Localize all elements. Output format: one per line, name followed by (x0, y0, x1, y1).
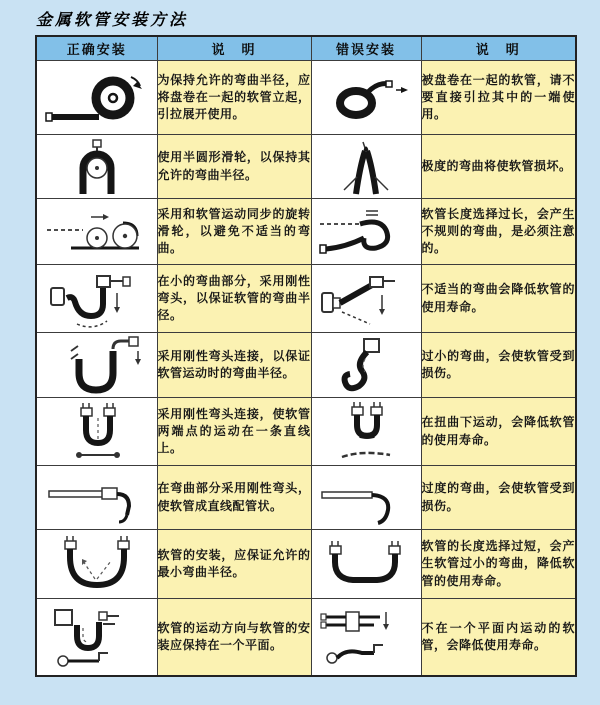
flattened-u-illustration (316, 534, 416, 594)
table-row (36, 466, 576, 530)
kinked-hose-illustration (316, 138, 416, 196)
correct-illustration-cell (36, 135, 157, 199)
table-row (36, 333, 576, 398)
wrong-description: 软管长度选择过长，会产生不规则的弯曲，是必须注意的。 (421, 199, 576, 265)
out-of-plane-illustration (316, 604, 416, 670)
u-bend-straight-line-illustration (41, 401, 153, 463)
correct-description: 为保持允许的弯曲半径，应将盘卷在一起的软管立起，引拉展开使用。 (157, 61, 311, 135)
correct-illustration-cell (36, 599, 157, 676)
irregular-loop-illustration (316, 203, 416, 261)
header-description-left: 说 明 (157, 36, 311, 61)
table-header-row (36, 36, 576, 61)
angled-bend-illustration (316, 269, 416, 329)
correct-description: 采用刚性弯头连接，使软管两端点的运动在一条直线上。 (157, 398, 311, 466)
wrong-illustration-cell (311, 333, 421, 398)
table-row (36, 398, 576, 466)
twisted-u-bend-illustration (316, 401, 416, 463)
correct-description: 软管的运动方向与软管的安装应保持在一个平面。 (157, 599, 311, 676)
correct-illustration-cell (36, 333, 157, 398)
table-row (36, 135, 576, 199)
header-wrong-install: 错误安装 (311, 36, 421, 61)
wrong-illustration-cell (311, 199, 421, 265)
wrong-illustration-cell (311, 599, 421, 676)
page-title: 金属软管安装方法 (36, 10, 189, 29)
hook-bend-illustration (316, 335, 416, 395)
elbow-u-bend-illustration (41, 335, 153, 395)
wrong-illustration-cell (311, 530, 421, 599)
header-description-right: 说 明 (421, 36, 576, 61)
wrong-description: 过小的弯曲，会使软管受到损伤。 (421, 333, 576, 398)
correct-illustration-cell (36, 61, 157, 135)
wrong-description: 不在一个平面内运动的软管，会降低使用寿命。 (421, 599, 576, 676)
wrong-illustration-cell (311, 466, 421, 530)
wrong-description: 软管的长度选择过短，会产生软管过小的弯曲，降低软管的使用寿命。 (421, 530, 576, 599)
correct-illustration-cell (36, 530, 157, 599)
correct-description: 使用半圆形滑轮，以保持其允许的弯曲半径。 (157, 135, 311, 199)
correct-description: 在弯曲部分采用刚性弯头，使软管成直线配管状。 (157, 466, 311, 530)
correct-illustration-cell (36, 398, 157, 466)
table-row (36, 199, 576, 265)
coiled-hose-standing-illustration (41, 67, 153, 129)
table-row (36, 265, 576, 333)
table-row (36, 61, 576, 135)
correct-description: 采用刚性弯头连接，以保证软管运动时的弯曲半径。 (157, 333, 311, 398)
wrong-description: 被盘卷在一起的软管，请不要直接引拉其中的一端使用。 (421, 61, 576, 135)
rotating-pulleys-illustration (41, 203, 153, 261)
wrong-description: 过度的弯曲，会使软管受到损伤。 (421, 466, 576, 530)
wrong-illustration-cell (311, 135, 421, 199)
table-row (36, 530, 576, 599)
wrong-illustration-cell (311, 265, 421, 333)
correct-illustration-cell (36, 265, 157, 333)
coiled-hose-pulled-illustration (316, 68, 416, 128)
wrong-description: 极度的弯曲将使软管损坏。 (421, 135, 576, 199)
correct-description: 在小的弯曲部分，采用刚性弯头，以保证软管的弯曲半径。 (157, 265, 311, 333)
correct-description: 采用和软管运动同步的旋转滑轮，以避免不适当的弯曲。 (157, 199, 311, 265)
in-plane-trap-illustration (41, 604, 153, 670)
correct-illustration-cell (36, 199, 157, 265)
overbent-pipe-end-illustration (316, 469, 416, 527)
wrong-description: 不适当的弯曲会降低软管的使用寿命。 (421, 265, 576, 333)
wrong-illustration-cell (311, 61, 421, 135)
correct-illustration-cell (36, 466, 157, 530)
straight-piping-illustration (41, 469, 153, 527)
rigid-elbow-small-bend-illustration (41, 268, 153, 330)
wide-u-min-radius-illustration (41, 533, 153, 595)
wrong-illustration-cell (311, 398, 421, 466)
pulley-hose-illustration (41, 138, 153, 196)
correct-description: 软管的安装，应保证允许的最小弯曲半径。 (157, 530, 311, 599)
wrong-description: 在扭曲下运动，会降低软管的使用寿命。 (421, 398, 576, 466)
header-correct-install: 正确安装 (36, 36, 157, 61)
installation-table (35, 35, 577, 677)
table-row (36, 599, 576, 676)
